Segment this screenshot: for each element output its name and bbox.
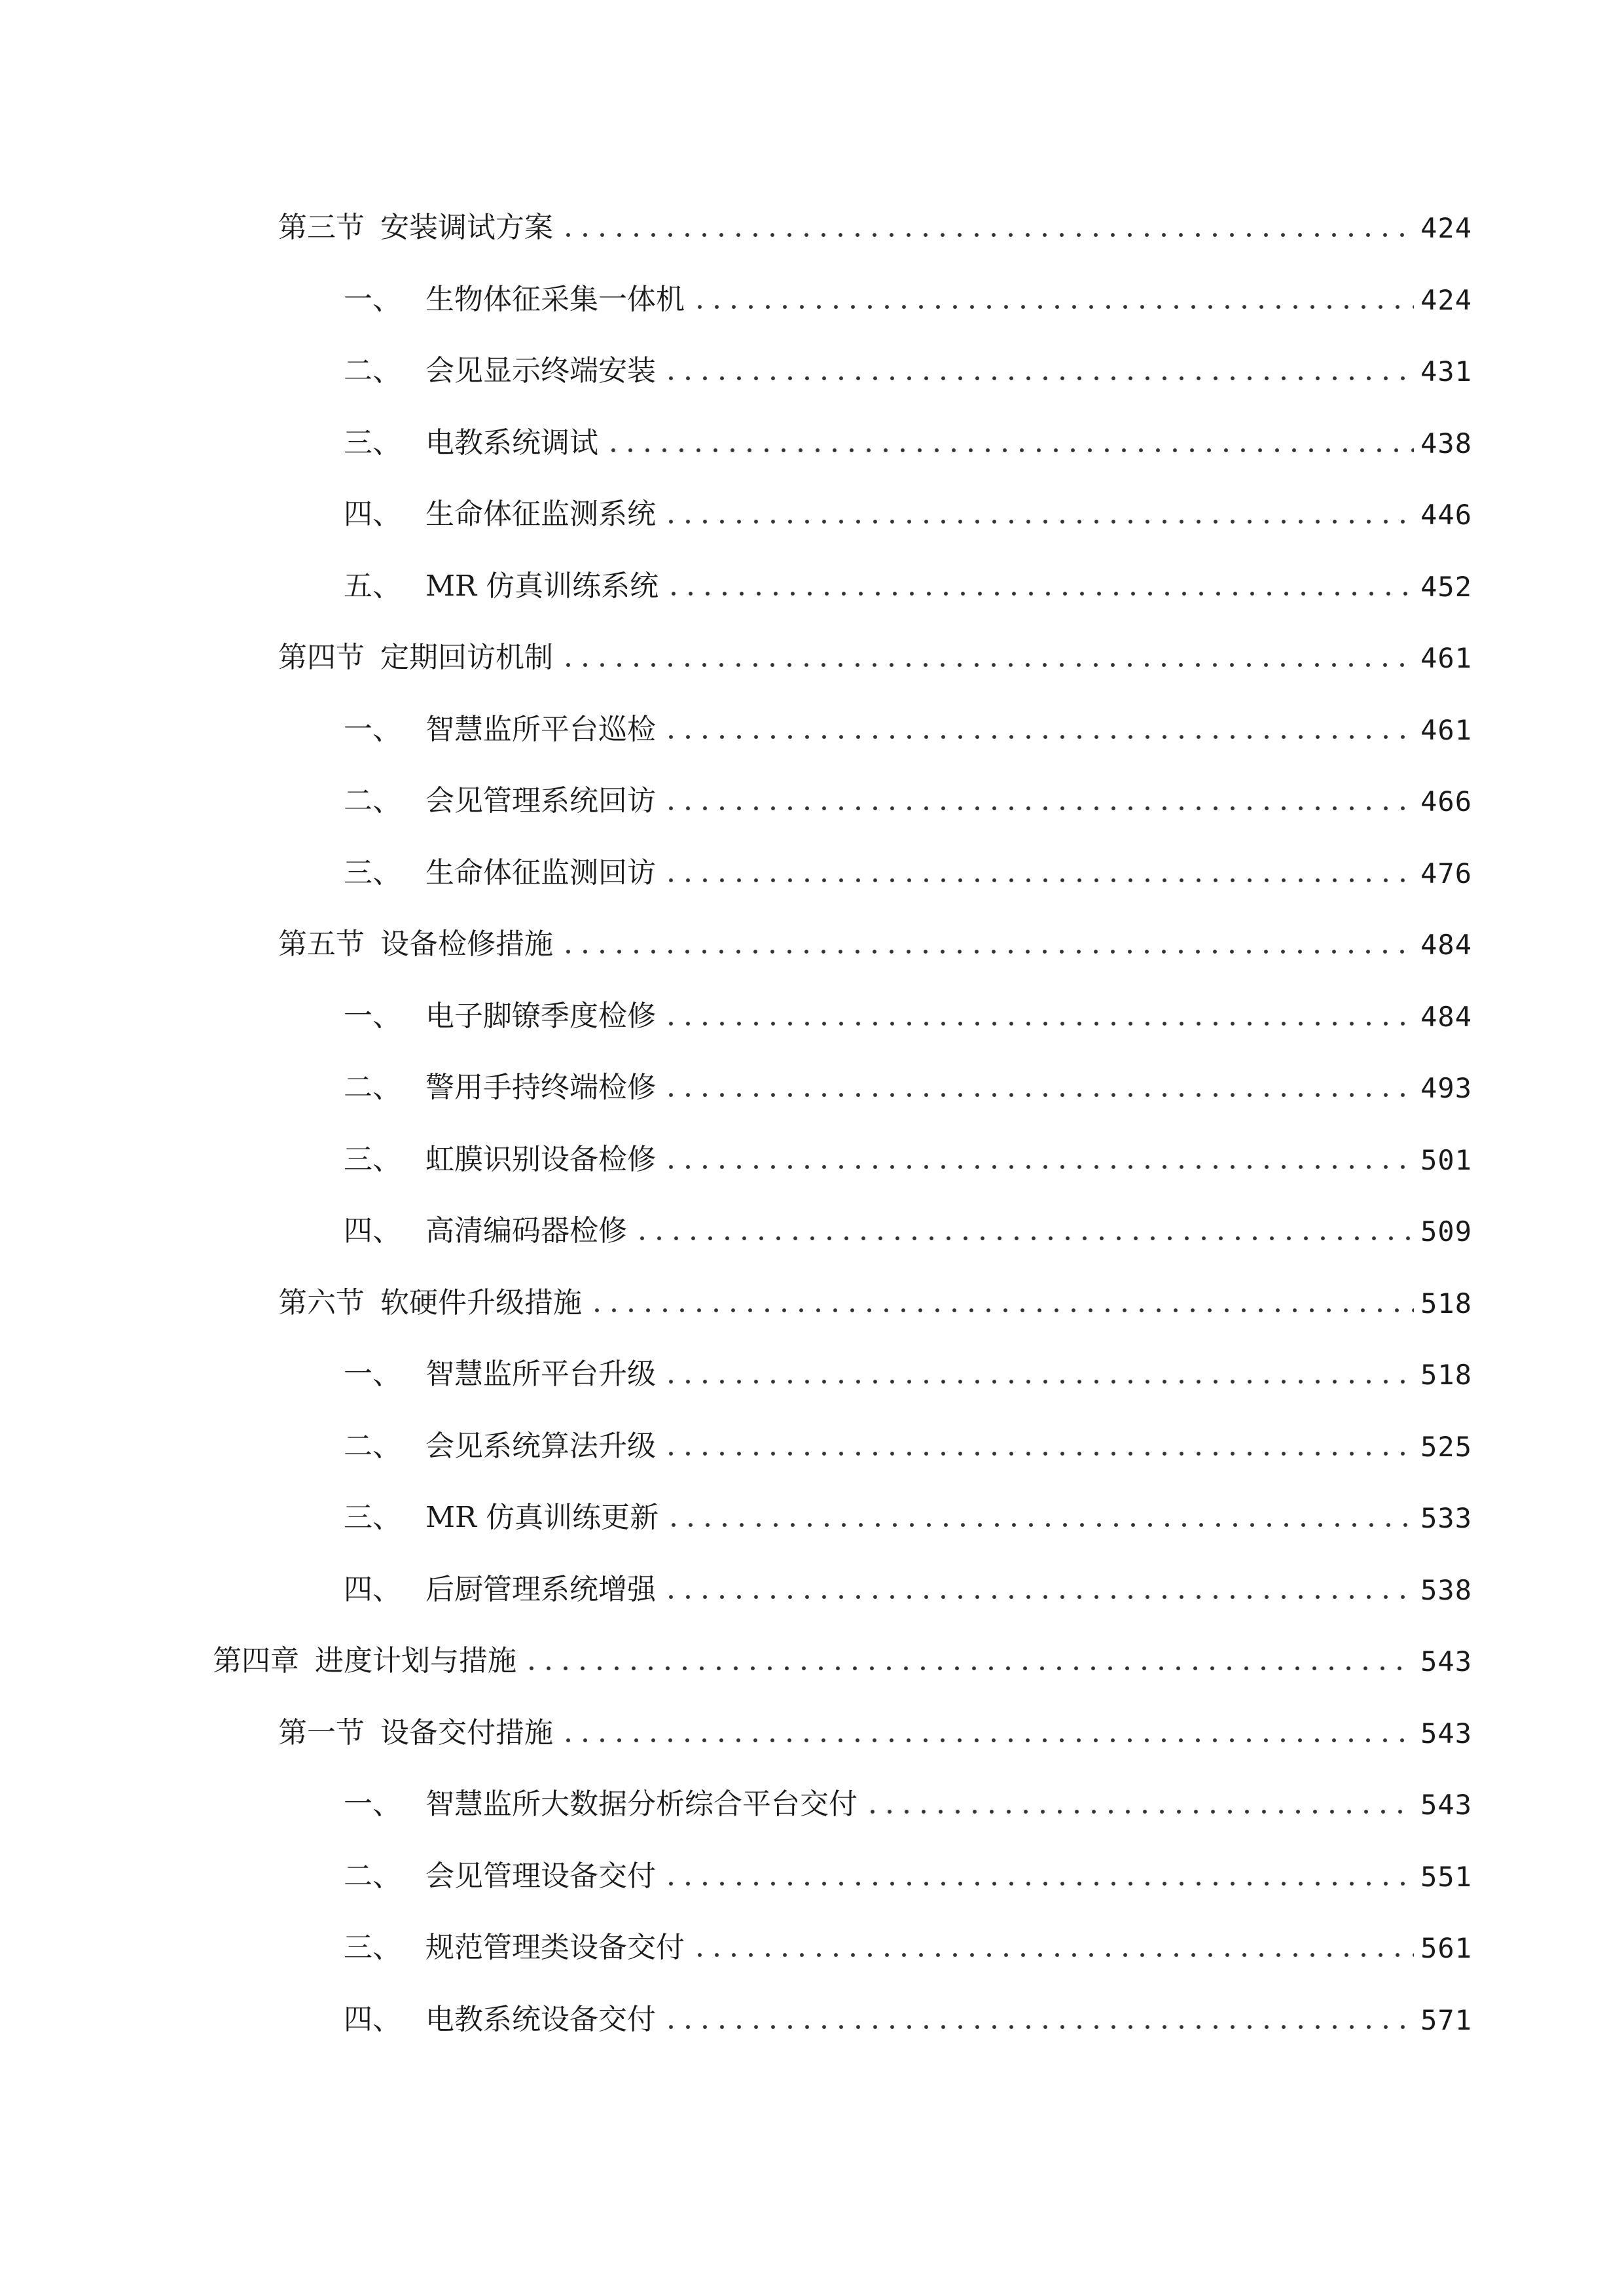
toc-entry-number: 四、: [344, 1573, 401, 1606]
toc-entry-page-number: 543: [1420, 1717, 1472, 1749]
toc-entry-title: MR 仿真训练更新: [425, 1501, 659, 1534]
toc-entry-page-number: 538: [1420, 1574, 1472, 1606]
dot-leader: [691, 305, 1414, 309]
toc-entry-item[interactable]: [344, 763, 1472, 816]
toc-entry-number: 四、: [344, 1214, 401, 1247]
toc-entry-title: 生命体征监测回访: [425, 856, 656, 889]
toc-entry-section[interactable]: [278, 190, 1472, 242]
dot-leader: [662, 1882, 1414, 1886]
toc-entry-page-number: 493: [1420, 1072, 1472, 1104]
dot-leader: [588, 1308, 1414, 1312]
dot-leader: [691, 1953, 1414, 1957]
toc-entry-title: 生物体征采集一体机: [425, 283, 685, 316]
toc-entry-title: MR 仿真训练系统: [425, 569, 659, 603]
dot-leader: [662, 1093, 1414, 1097]
toc-entry-number: 一、: [344, 713, 401, 746]
dot-leader: [560, 663, 1414, 667]
toc-entry-item[interactable]: [344, 1408, 1472, 1461]
toc-entry-item[interactable]: [344, 978, 1472, 1031]
toc-entry-number: 五、: [344, 569, 401, 603]
toc-entry-title: 会见系统算法升级: [425, 1429, 656, 1463]
toc-entry-section[interactable]: [278, 1265, 1472, 1318]
toc-entry-title: 软硬件升级措施: [380, 1286, 582, 1319]
toc-entry-page-number: 518: [1420, 1287, 1472, 1319]
toc-entry-number: 三、: [344, 856, 401, 889]
toc-entry-page-number: 501: [1420, 1144, 1472, 1176]
toc-entry-section[interactable]: [278, 620, 1472, 672]
dot-leader: [662, 1452, 1414, 1456]
toc-entry-title: 智慧监所平台巡检: [425, 713, 656, 746]
toc-entry-number: 一、: [344, 1357, 401, 1391]
toc-entry-item[interactable]: [344, 1839, 1472, 1891]
toc-entry-section[interactable]: [278, 906, 1472, 959]
toc-entry-title: 智慧监所大数据分析综合平台交付: [425, 1787, 857, 1821]
toc-entry-item[interactable]: [344, 1122, 1472, 1174]
toc-entry-number: 二、: [344, 1071, 401, 1104]
toc-entry-number: 第四章: [213, 1644, 299, 1677]
toc-entry-page-number: 551: [1420, 1861, 1472, 1893]
toc-entry-page-number: 466: [1420, 785, 1472, 817]
toc-entry-page-number: 461: [1420, 714, 1472, 746]
toc-entry-title: 后厨管理系统增强: [425, 1573, 656, 1606]
dot-leader: [665, 1523, 1414, 1527]
toc-entry-item[interactable]: [344, 405, 1472, 457]
toc-entry-title: 会见管理系统回访: [425, 784, 656, 817]
toc-entry-item[interactable]: [344, 1336, 1472, 1389]
dot-leader: [523, 1666, 1414, 1670]
toc-entry-item[interactable]: [344, 835, 1472, 888]
toc-entry-title: 虹膜识别设备检修: [425, 1143, 656, 1176]
toc-entry-page-number: 476: [1420, 857, 1472, 889]
toc-entry-title: 定期回访机制: [380, 641, 553, 674]
toc-entry-title: 进度计划与措施: [315, 1644, 516, 1677]
dot-leader: [662, 520, 1414, 524]
toc-entry-title: 设备交付措施: [380, 1716, 553, 1749]
toc-entry-page-number: 509: [1420, 1215, 1472, 1247]
toc-entry-title: 生命体征监测系统: [425, 497, 656, 531]
toc-entry-page-number: 561: [1420, 1932, 1472, 1964]
toc-entry-item[interactable]: [344, 1910, 1472, 1962]
toc-entry-item[interactable]: [344, 548, 1472, 601]
toc-entry-number: 三、: [344, 1501, 401, 1534]
toc-entry-number: 二、: [344, 784, 401, 817]
dot-leader: [662, 1022, 1414, 1026]
toc-entry-number: 第六节: [278, 1286, 365, 1319]
toc-entry-item[interactable]: [344, 1552, 1472, 1604]
toc-entry-chapter[interactable]: [213, 1623, 1472, 1676]
dot-leader: [662, 376, 1414, 380]
toc-entry-title: 智慧监所平台升级: [425, 1357, 656, 1391]
toc-entry-number: 一、: [344, 283, 401, 316]
toc-entry-item[interactable]: [344, 1767, 1472, 1819]
toc-entry-number: 三、: [344, 1931, 401, 1964]
dot-leader: [560, 1738, 1414, 1742]
dot-leader: [665, 592, 1414, 596]
dot-leader: [864, 1810, 1414, 1814]
toc-entry-number: 第一节: [278, 1716, 365, 1749]
toc-entry-title: 电子脚镣季度检修: [425, 999, 656, 1033]
toc-entry-title: 警用手持终端检修: [425, 1071, 656, 1104]
dot-leader: [662, 806, 1414, 810]
toc-entry-title: 会见显示终端安装: [425, 354, 656, 387]
toc-entry-number: 第五节: [278, 927, 365, 961]
toc-entry-title: 安装调试方案: [380, 211, 553, 244]
toc-entry-item[interactable]: [344, 333, 1472, 386]
toc-entry-page-number: 543: [1420, 1645, 1472, 1677]
toc-entry-page-number: 438: [1420, 427, 1472, 459]
toc-entry-item[interactable]: [344, 262, 1472, 314]
toc-entry-page-number: 525: [1420, 1431, 1472, 1463]
dot-leader: [662, 735, 1414, 739]
toc-entry-page-number: 484: [1420, 1001, 1472, 1033]
toc-entry-number: 一、: [344, 999, 401, 1033]
toc-entry-item[interactable]: [344, 476, 1472, 529]
toc-entry-page-number: 571: [1420, 2004, 1472, 2036]
toc-entry-number: 二、: [344, 354, 401, 387]
toc-entry-page-number: 431: [1420, 355, 1472, 387]
toc-entry-page-number: 484: [1420, 929, 1472, 961]
dot-leader: [662, 1595, 1414, 1599]
dot-leader: [605, 448, 1414, 452]
dot-leader: [662, 878, 1414, 882]
toc-entry-title: 规范管理类设备交付: [425, 1931, 685, 1964]
toc-entry-number: 四、: [344, 2003, 401, 2036]
toc-entry-item[interactable]: [344, 1982, 1472, 2034]
toc-entry-section[interactable]: [278, 1695, 1472, 1748]
toc-entry-title: 设备检修措施: [380, 927, 553, 961]
toc-entry-page-number: 543: [1420, 1789, 1472, 1821]
dot-leader: [662, 2025, 1414, 2029]
toc-entry-number: 四、: [344, 497, 401, 531]
toc-entry-title: 高清编码器检修: [425, 1214, 627, 1247]
toc-entry-page-number: 424: [1420, 212, 1472, 244]
toc-entry-item[interactable]: [344, 692, 1472, 744]
toc-entry-title: 电教系统设备交付: [425, 2003, 656, 2036]
toc-entry-number: 第四节: [278, 641, 365, 674]
dot-leader: [662, 1165, 1414, 1169]
toc-entry-number: 三、: [344, 1143, 401, 1176]
toc-entry-page-number: 446: [1420, 499, 1472, 531]
toc-entry-number: 三、: [344, 426, 401, 459]
toc-entry-item[interactable]: [344, 1480, 1472, 1532]
dot-leader: [560, 233, 1414, 237]
toc-entry-number: 二、: [344, 1429, 401, 1463]
toc-entry-page-number: 518: [1420, 1359, 1472, 1391]
toc-entry-title: 会见管理设备交付: [425, 1859, 656, 1893]
toc-entry-page-number: 452: [1420, 571, 1472, 603]
toc-entry-title: 电教系统调试: [425, 426, 598, 459]
toc-entry-number: 二、: [344, 1859, 401, 1893]
toc-entry-page-number: 533: [1420, 1502, 1472, 1534]
toc-entry-page-number: 424: [1420, 284, 1472, 316]
dot-leader: [634, 1236, 1414, 1240]
toc-entry-page-number: 461: [1420, 642, 1472, 674]
toc-entry-number: 第三节: [278, 211, 365, 244]
toc-entry-item[interactable]: [344, 1193, 1472, 1246]
dot-leader: [662, 1380, 1414, 1384]
toc-entry-item[interactable]: [344, 1050, 1472, 1102]
dot-leader: [560, 950, 1414, 954]
toc-entry-number: 一、: [344, 1787, 401, 1821]
